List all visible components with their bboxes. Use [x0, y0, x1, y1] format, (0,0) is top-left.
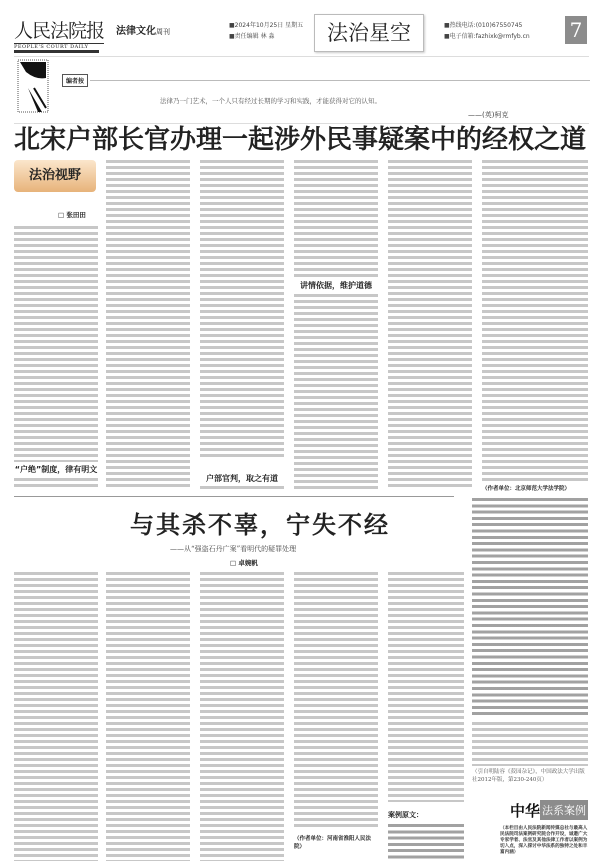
article1-col3-tail [200, 486, 284, 492]
article1-col2 [106, 160, 190, 490]
column-description: （本栏目由人民法院新闻传媒总社与最高人民法院司法案例研究院合作开设，诚邀广大专家学者、法官及其他法律工作者以案例为切入点，深入探讨中华法系的独特之处和丰富内涵） [500, 826, 588, 855]
article1-col4-tail [294, 294, 378, 490]
column-logo: 中华 法系案例 [510, 801, 587, 820]
article2-headline: 与其杀不辜，宁失不经 [130, 511, 390, 539]
article1-col3 [200, 160, 284, 460]
quote-text: 法律乃一门艺术，一个人只有经过长期的学习和实践，才能获得对它的认知。 [160, 97, 381, 105]
email: ■电子信箱:fazhixk@rmfyb.cn [444, 33, 530, 40]
section-title: 法治星空 [314, 14, 424, 52]
article1-col6 [482, 160, 588, 482]
paper-logo: 人民法院报 PEOPLE'S COURT DAILY [14, 16, 104, 53]
article1-col1-tail [14, 478, 98, 490]
supplement-title: 法律文化周刊 [116, 26, 170, 37]
column-badge: 法治视野 [14, 160, 96, 192]
article2-byline: □ 卓婉帆 [230, 559, 258, 567]
article1-col4 [294, 160, 378, 278]
article1-subhead-3: 讲情依据，维护道德 [294, 280, 378, 291]
article2-author-unit: （作者单位：河南省淮阳人民法院） [294, 836, 372, 850]
case-commentary [472, 722, 588, 766]
editor: ■责任编辑 林 淼 [229, 33, 275, 40]
quill-icon [16, 58, 52, 116]
article2-subtitle: ——从“强盗石丹广案”看明代的疑罪处理 [170, 545, 297, 553]
article1-subhead-2: 户部官判，取之有道 [200, 473, 284, 484]
article2-col4 [294, 572, 378, 830]
article2-col1 [14, 572, 98, 861]
article1-author-unit: （作者单位：北京师范大学法学院） [482, 486, 571, 492]
article1-col5 [388, 160, 472, 490]
article2-col2 [106, 572, 190, 861]
source-note: （引自明陆容《菽园杂记》，中国政法大学出版社2012年版，第230-240页） [472, 769, 585, 783]
issue-date: ■2024年10月25日 星期五 [229, 22, 304, 29]
quote-attribution: ——(英)柯克 [468, 111, 509, 119]
article1-headline: 北宋户部长官办理一起涉外民事疑案中的经权之道 [13, 125, 586, 155]
case-label: 案例原文： [388, 811, 423, 819]
article1-col1 [14, 226, 98, 462]
case-original-text [472, 498, 588, 718]
editor-note-label: 编者按 [62, 74, 88, 87]
hotline: ■热线电话:(010)67550745 [444, 22, 523, 29]
article1-subhead-1: “户绝”制度，律有明文 [14, 465, 98, 474]
article1-byline: □ 张田田 [58, 211, 86, 219]
masthead [14, 14, 589, 52]
case-text [388, 824, 464, 861]
article2-col5 [388, 572, 464, 802]
page-number: 7 [565, 16, 587, 44]
article2-col3 [200, 572, 284, 861]
